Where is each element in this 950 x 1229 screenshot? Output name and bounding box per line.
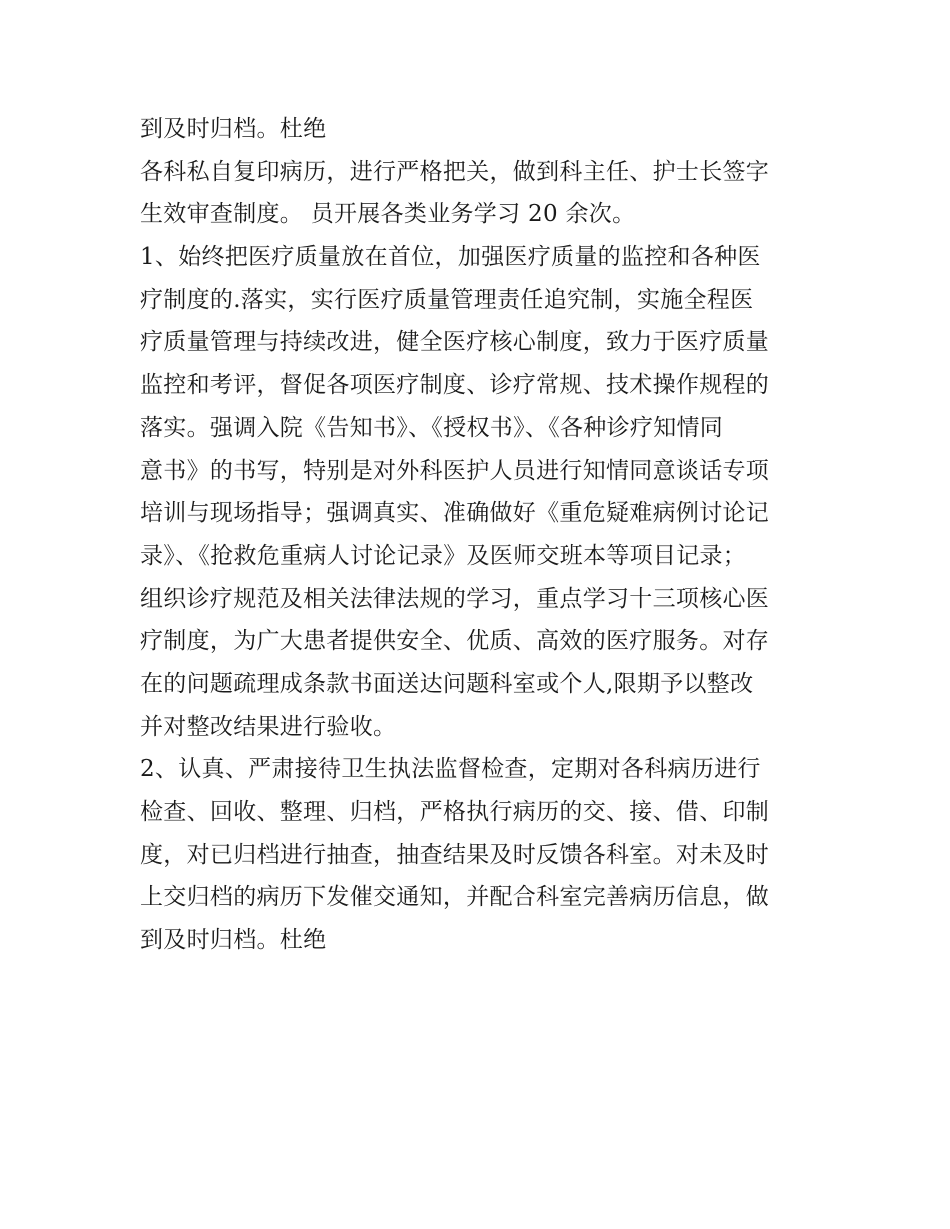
text-line: 到及时归档。杜绝 — [140, 116, 327, 142]
text-line: 生效审查制度。 员开展各类业务学习 20 余次。 — [140, 201, 636, 228]
text-line: 并对整改结果进行验收。 — [140, 713, 397, 740]
text-line: 录》、《抢救危重病人讨论记录》及医师交班本等项目记录； — [140, 542, 747, 569]
text-line: 疗制度，为广大患者提供安全、优质、高效的医疗服务。对存 — [140, 628, 770, 655]
text-line: 2、认真、严肃接待卫生执法监督检查，定期对各科病历进行 — [140, 756, 761, 783]
text-line: 意书》的书写，特别是对外科医护人员进行知情同意谈话专项 — [140, 457, 770, 484]
document-body — [140, 108, 820, 962]
text-line: 监控和考评，督促各项医疗制度、诊疗常规、技术操作规程的 — [140, 372, 770, 399]
text-line: 各科私自复印病历，进行严格把关，做到科主任、护士长签字 — [140, 158, 770, 185]
text-line: 组织诊疗规范及相关法律法规的学习，重点学习十三项核心医 — [140, 585, 770, 612]
text-line: 疗质量管理与持续改进，健全医疗核心制度，致力于医疗质量 — [140, 329, 770, 356]
text-line: 1、始终把医疗质量放在首位，加强医疗质量的监控和各种医 — [140, 244, 761, 271]
text-line: 在的问题疏理成条款书面送达问题科室或个人,限期予以整改 — [140, 670, 754, 697]
text-line: 检查、回收、整理、归档，严格执行病历的交、接、借、印制 — [140, 799, 770, 825]
text-line: 度，对已归档进行抽查，抽查结果及时反馈各科室。对未及时 — [140, 841, 770, 868]
text-line: 培训与现场指导；强调真实、准确做好《重危疑难病例讨论记 — [140, 500, 770, 527]
text-line: 上交归档的病历下发催交通知，并配合科室完善病历信息，做 — [140, 884, 770, 911]
text-line: 落实。强调入院《告知书》、《授权书》、《各种诊疗知情同 — [140, 414, 724, 441]
text-line: 到及时归档。杜绝 — [140, 927, 327, 954]
text-line: 疗制度的.落实，实行医疗质量管理责任追究制，实施全程医 — [140, 286, 754, 313]
